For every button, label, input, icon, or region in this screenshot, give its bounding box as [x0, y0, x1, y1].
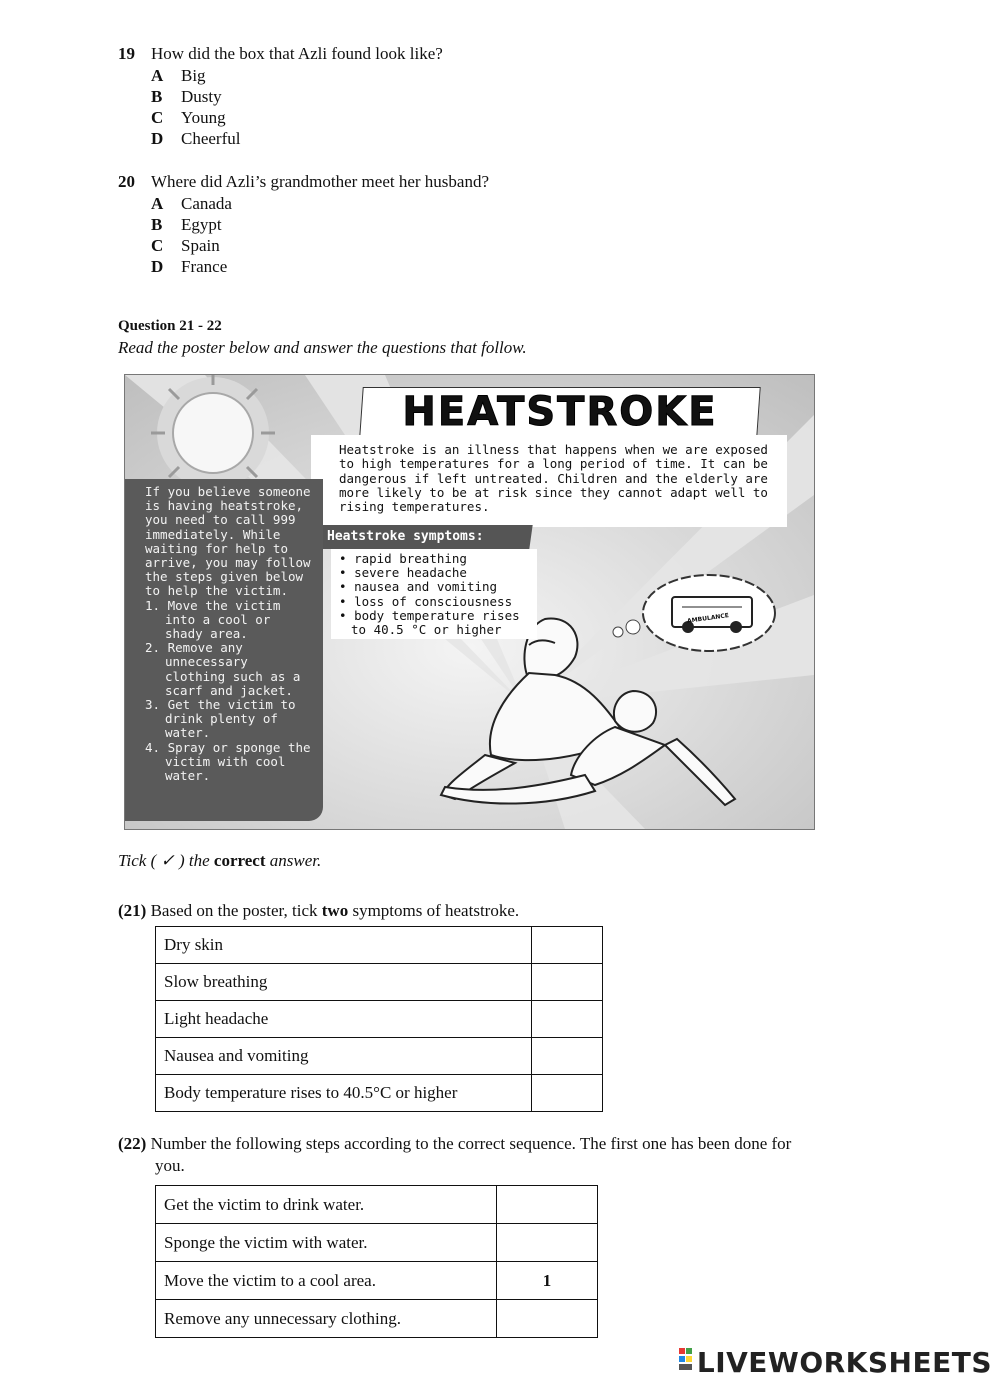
- step-item: 3. Get the victim to drink plenty of water.: [145, 697, 296, 741]
- step-item: 4. Spray or sponge the victim with cool water.: [145, 739, 311, 784]
- symptom-item: • nausea and vomiting: [339, 580, 537, 594]
- number-box[interactable]: [497, 1186, 598, 1224]
- tick-box[interactable]: [532, 1001, 603, 1038]
- liveworksheets-logo[interactable]: [679, 1346, 992, 1379]
- table-row: Sponge the victim with water.: [156, 1224, 598, 1262]
- table-row: Body temperature rises to 40.5°C or higher: [156, 1075, 603, 1112]
- table-row: Slow breathing: [156, 964, 603, 1001]
- step-item: 1. Move the victim into a cool or shady area.: [145, 597, 281, 642]
- sequence-answer-table: [155, 1185, 598, 1338]
- ambulance-label: AMBULANCE: [686, 612, 730, 625]
- option-c[interactable]: C Young: [151, 108, 226, 127]
- question-number: (21): [118, 901, 147, 920]
- question-22: (22) Number the following steps according to the correct sequence. The first one has been done for: [118, 1134, 792, 1153]
- option-b[interactable]: B Egypt: [151, 215, 222, 234]
- tick-instruction: Tick ( ✓ ) the correct answer.: [118, 851, 322, 870]
- tick-box[interactable]: [532, 927, 603, 964]
- number-box[interactable]: [497, 1300, 598, 1338]
- section-instruction: Read the poster below and answer the questions that follow.: [118, 338, 527, 357]
- table-row: Remove any unnecessary clothing.: [156, 1300, 598, 1338]
- question-19: [118, 44, 443, 64]
- question-text: Where did Azli’s grandmother meet her husband?: [151, 172, 489, 191]
- liveworksheets-logo-icon: [679, 1346, 693, 1374]
- option-b[interactable]: B Dusty: [151, 87, 222, 106]
- symptoms-list: [331, 549, 537, 639]
- logo-text: LIVEWORKSHEETS: [696, 1346, 992, 1379]
- question-number: 20: [118, 172, 135, 191]
- option-d[interactable]: D Cheerful: [151, 129, 241, 148]
- heatstroke-poster: [124, 374, 815, 830]
- steps-intro: If you believe someone is having heatstroke, you need to call 999 immediately. While waiting for help to arrive, you may follow the steps given below to help the victim.: [145, 484, 311, 599]
- question-number: (22): [118, 1134, 147, 1153]
- question-21: (21) Based on the poster, tick two symptoms of heatstroke.: [118, 901, 520, 920]
- step-item: 2. Remove any unnecessary clothing such as a scarf and jacket.: [145, 640, 301, 698]
- poster-intro: Heatstroke is an illness that happens when we are exposed to high temperatures for a long period of time. It can be dangerous if left untreated. Children and the elderly are more likely to be at risk since they cannot adapt well to rising temperatures.: [311, 435, 787, 527]
- option-a[interactable]: A Canada: [151, 194, 232, 213]
- question-number: 19: [118, 44, 135, 63]
- table-row: Get the victim to drink water.: [156, 1186, 598, 1224]
- section-heading: Question 21 - 22: [118, 318, 222, 334]
- symptoms-answer-table: [155, 926, 603, 1112]
- tick-box[interactable]: [532, 1038, 603, 1075]
- poster-title: HEATSTROKE: [359, 387, 760, 437]
- symptom-item: • loss of consciousness: [339, 595, 537, 609]
- option-c[interactable]: C Spain: [151, 236, 220, 255]
- symptoms-heading: Heatstroke symptoms:: [315, 525, 532, 549]
- symptom-item: • body temperature rises to 40.5 °C or higher: [339, 609, 537, 637]
- symptom-item: • severe headache: [339, 566, 537, 580]
- question-text: How did the box that Azli found look like?: [151, 44, 443, 63]
- table-row: Dry skin: [156, 927, 603, 964]
- tick-box[interactable]: [532, 964, 603, 1001]
- symptom-item: • rapid breathing: [339, 552, 537, 566]
- option-d[interactable]: D France: [151, 257, 228, 276]
- table-row: Move the victim to a cool area. 1: [156, 1262, 598, 1300]
- question-20: [118, 172, 489, 192]
- tick-box[interactable]: [532, 1075, 603, 1112]
- option-a[interactable]: A Big: [151, 66, 206, 85]
- first-aid-steps: [125, 479, 323, 821]
- question-22-line2: you.: [155, 1156, 185, 1175]
- number-box[interactable]: [497, 1224, 598, 1262]
- number-box: 1: [497, 1262, 598, 1300]
- table-row: Light headache: [156, 1001, 603, 1038]
- table-row: Nausea and vomiting: [156, 1038, 603, 1075]
